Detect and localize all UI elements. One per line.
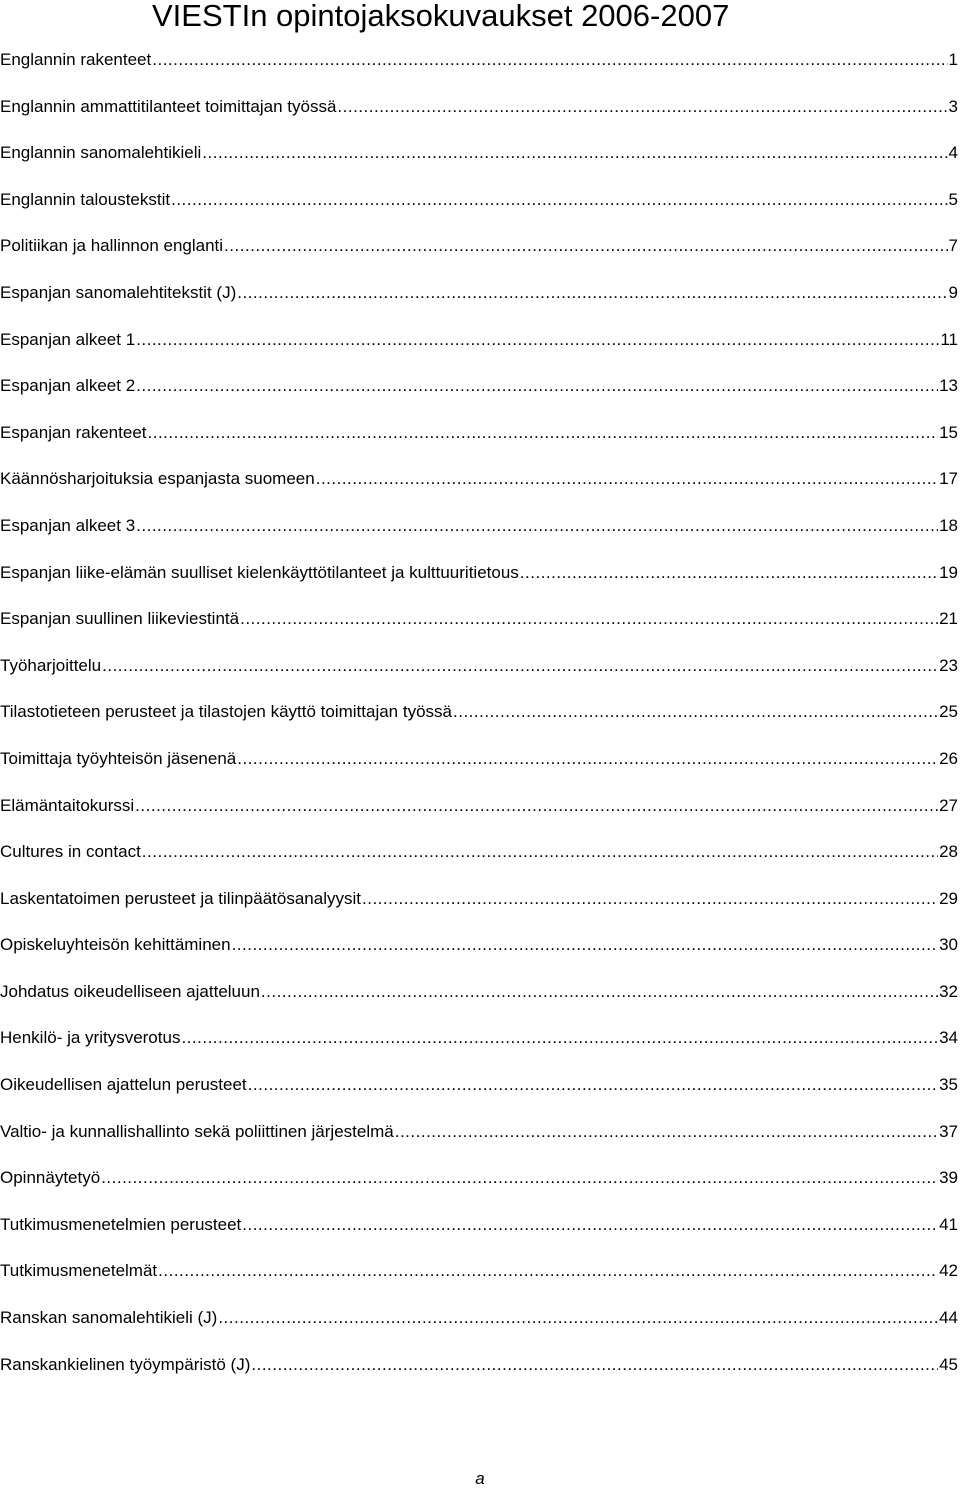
dot-leader (224, 230, 947, 262)
toc-entry-page-number[interactable]: 21 (939, 609, 958, 629)
footer-mark: a (475, 1469, 485, 1488)
toc-entry[interactable] (0, 743, 958, 790)
toc-entry[interactable] (0, 1022, 958, 1069)
toc-entry-page-number[interactable]: 30 (939, 935, 958, 955)
dot-leader (148, 417, 939, 449)
dot-leader (242, 1209, 938, 1241)
toc-entry-page-number[interactable]: 7 (948, 236, 958, 256)
toc-entry[interactable] (0, 370, 958, 417)
toc-entry[interactable] (0, 510, 958, 557)
toc-entry-label[interactable]: Opinnäytetyö (0, 1168, 101, 1188)
toc-entry-page-number[interactable]: 3 (948, 96, 958, 116)
toc-entry-label[interactable]: Johdatus oikeudelliseen ajatteluun (0, 981, 260, 1001)
toc-entry[interactable] (0, 790, 958, 837)
dot-leader (395, 1116, 938, 1148)
toc-entry-label[interactable]: Englannin sanomalehtikieli (0, 143, 202, 163)
toc-entry-page-number[interactable]: 26 (939, 748, 958, 768)
toc-entry-label[interactable]: Tilastotieteen perusteet ja tilastojen käyttö toimittajan työssä (0, 702, 452, 722)
toc-entry[interactable] (0, 463, 958, 510)
toc-entry-label[interactable]: Espanjan rakenteet (0, 422, 147, 442)
toc-entry-page-number[interactable]: 19 (939, 562, 958, 582)
dot-leader (240, 603, 938, 635)
toc-entry-label[interactable]: Ranskankielinen työympäristö (J) (0, 1354, 251, 1374)
toc-entry-page-number[interactable]: 32 (939, 981, 958, 1001)
toc-entry-label[interactable]: Ranskan sanomalehtikieli (J) (0, 1308, 218, 1328)
dot-leader (181, 1022, 938, 1054)
toc-entry[interactable] (0, 836, 958, 883)
toc-entry[interactable] (0, 1255, 958, 1302)
page-title: VIESTIn opintojaksokuvaukset 2006-2007 (152, 0, 730, 33)
toc-entry-label[interactable]: Valtio- ja kunnallishallinto sekä poliittinen järjestelmä (0, 1121, 394, 1141)
toc-entry[interactable] (0, 1069, 958, 1116)
toc-entry[interactable] (0, 184, 958, 231)
toc-entry-label[interactable]: Cultures in contact (0, 842, 141, 862)
toc-entry-page-number[interactable]: 42 (939, 1261, 958, 1281)
toc-entry-page-number[interactable]: 13 (939, 376, 958, 396)
dot-leader (248, 1069, 938, 1101)
dot-leader (135, 790, 938, 822)
dot-leader (261, 976, 938, 1008)
toc-entry[interactable] (0, 603, 958, 650)
toc-entry[interactable] (0, 976, 958, 1023)
toc-entry-label[interactable]: Englannin taloustekstit (0, 189, 171, 209)
dot-leader (316, 463, 938, 495)
dot-leader (102, 650, 938, 682)
toc-entry-label[interactable]: Oikeudellisen ajattelun perusteet (0, 1075, 247, 1095)
dot-leader (136, 510, 938, 542)
dot-leader (520, 557, 938, 589)
toc-entry-page-number[interactable]: 27 (939, 795, 958, 815)
dot-leader (232, 929, 939, 961)
dot-leader (101, 1162, 938, 1194)
toc-entry-label[interactable]: Espanjan suullinen liikeviestintä (0, 609, 240, 629)
toc-entry-page-number[interactable]: 29 (939, 888, 958, 908)
dot-leader (218, 1302, 938, 1334)
dot-leader (453, 696, 938, 728)
dot-leader (136, 370, 938, 402)
toc-entry[interactable] (0, 417, 958, 464)
toc-entry[interactable] (0, 1302, 958, 1349)
toc-entry[interactable] (0, 91, 958, 138)
toc-entry[interactable] (0, 1209, 958, 1256)
dot-leader (237, 277, 947, 309)
toc-entry-label[interactable]: Elämäntaitokurssi (0, 795, 135, 815)
toc-entry-label[interactable]: Espanjan alkeet 3 (0, 515, 136, 535)
toc-entry-page-number[interactable]: 39 (939, 1168, 958, 1188)
dot-leader (152, 44, 947, 76)
toc-entry[interactable] (0, 230, 958, 277)
toc-entry[interactable] (0, 557, 958, 604)
table-of-contents (0, 44, 958, 1395)
toc-entry-page-number[interactable]: 11 (940, 329, 958, 349)
toc-entry-page-number[interactable]: 15 (939, 422, 958, 442)
toc-entry-label[interactable]: Toimittaja työyhteisön jäsenenä (0, 748, 237, 768)
toc-entry-page-number[interactable]: 23 (939, 655, 958, 675)
toc-entry-page-number[interactable]: 25 (939, 702, 958, 722)
toc-entry[interactable] (0, 277, 958, 324)
dot-leader (337, 91, 947, 123)
toc-entry[interactable] (0, 1116, 958, 1163)
toc-entry-page-number[interactable]: 41 (939, 1214, 958, 1234)
toc-entry-label[interactable]: Espanjan liike-elämän suulliset kielenkäyttötilanteet ja kulttuuritietous (0, 562, 519, 582)
toc-entry[interactable] (0, 883, 958, 930)
toc-entry-page-number[interactable]: 45 (939, 1354, 958, 1374)
toc-entry-label[interactable]: Englannin ammattitilanteet toimittajan työssä (0, 96, 337, 116)
toc-entry-page-number[interactable]: 4 (948, 143, 958, 163)
toc-entry[interactable] (0, 44, 958, 91)
toc-entry-page-number[interactable]: 18 (939, 515, 958, 535)
dot-leader (136, 324, 939, 356)
dot-leader (158, 1255, 938, 1287)
toc-entry-label[interactable]: Tutkimusmenetelmien perusteet (0, 1214, 242, 1234)
toc-entry-label[interactable]: Tutkimusmenetelmät (0, 1261, 158, 1281)
toc-entry-label[interactable]: Politiikan ja hallinnon englanti (0, 236, 224, 256)
dot-leader (202, 137, 947, 169)
toc-entry-label[interactable]: Espanjan sanomalehtitekstit (J) (0, 282, 237, 302)
toc-entry[interactable] (0, 650, 958, 697)
toc-entry[interactable] (0, 696, 958, 743)
toc-entry-label[interactable]: Työharjoittelu (0, 655, 102, 675)
toc-entry-label[interactable]: Käännösharjoituksia espanjasta suomeen (0, 469, 315, 489)
toc-entry-label[interactable]: Laskentatoimen perusteet ja tilinpäätösanalyysit (0, 888, 361, 908)
toc-entry-page-number[interactable]: 17 (939, 469, 958, 489)
toc-entry-label[interactable]: Englannin rakenteet (0, 50, 152, 69)
toc-entry-page-number[interactable]: 9 (948, 282, 958, 302)
dot-leader (171, 184, 947, 216)
dot-leader (251, 1349, 938, 1381)
toc-entry-label[interactable]: Espanjan alkeet 1 (0, 329, 136, 349)
toc-entry-page-number[interactable]: 35 (939, 1075, 958, 1095)
toc-entry[interactable] (0, 1349, 958, 1396)
toc-entry-page-number[interactable]: 1 (948, 50, 958, 69)
toc-entry-page-number[interactable]: 44 (939, 1308, 958, 1328)
toc-entry-page-number[interactable]: 28 (939, 842, 958, 862)
toc-entry-page-number[interactable]: 5 (948, 189, 958, 209)
toc-entry-label[interactable]: Henkilö- ja yritysverotus (0, 1028, 181, 1048)
toc-entry-page-number[interactable]: 34 (939, 1028, 958, 1048)
dot-leader (237, 743, 938, 775)
dot-leader (142, 836, 938, 868)
toc-entry-label[interactable]: Espanjan alkeet 2 (0, 376, 136, 396)
toc-entry[interactable] (0, 1162, 958, 1209)
dot-leader (362, 883, 938, 915)
toc-entry-page-number[interactable]: 37 (939, 1121, 958, 1141)
toc-entry-label[interactable]: Opiskeluyhteisön kehittäminen (0, 935, 231, 955)
toc-entry[interactable] (0, 929, 958, 976)
toc-entry[interactable] (0, 137, 958, 184)
toc-entry[interactable] (0, 324, 958, 371)
